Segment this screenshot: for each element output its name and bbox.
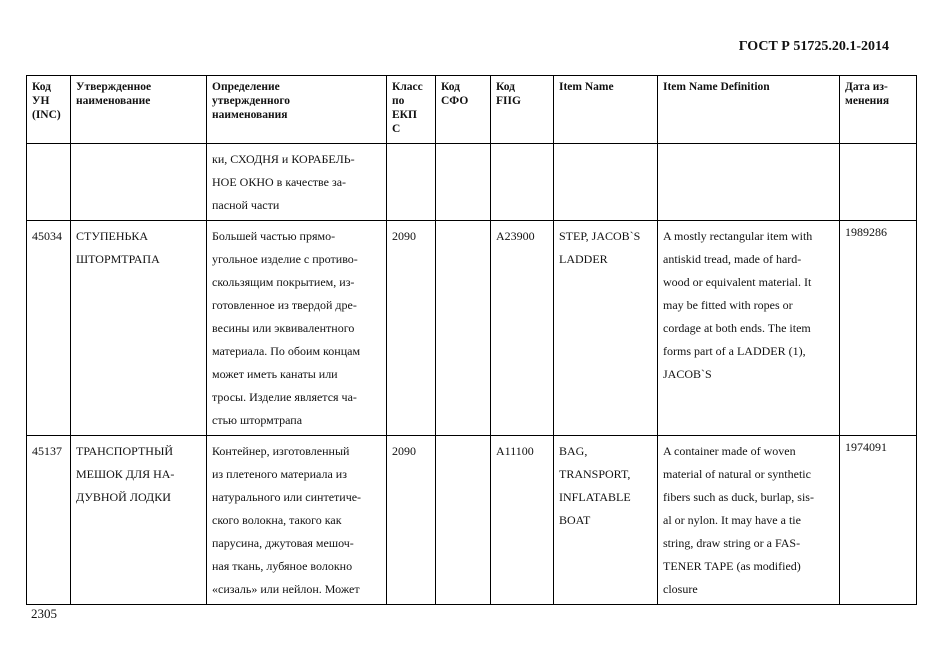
cell-item-name (554, 144, 658, 221)
cell-fiig: A11100 (491, 436, 554, 605)
cell-sfo (436, 144, 491, 221)
col-header-approved-name: Утвержденное наименование (71, 76, 207, 144)
cell-fiig: A23900 (491, 221, 554, 436)
cell-definition: ки, СХОДНЯ и КОРАБЕЛЬ- НОЕ ОКНО в качестве за- пасной части (207, 144, 387, 221)
table-row (27, 221, 917, 436)
col-header-definition: Определение утвержденного наименования (207, 76, 387, 144)
cell-change-date (840, 144, 917, 221)
col-header-change-date: Дата из- менения (840, 76, 917, 144)
cell-item-definition: A mostly rectangular item with antiskid tread, made of hard- wood or equivalent material. It may be fitted with ropes or cordage at both ends. The item forms part of a LADDER (1), JACOB`S (658, 221, 840, 436)
col-header-item-name: Item Name (554, 76, 658, 144)
cell-approved-name: СТУПЕНЬКА ШТОРМТРАПА (71, 221, 207, 436)
cell-definition: Большей частью прямо- угольное изделие с противо- скользящим покрытием, из- готовленное из твердой дре- весины или эквивалентного материала. По обоим концам может иметь канаты или тросы. Изделие является ча- стью штормтрапа (207, 221, 387, 436)
document-code: ГОСТ Р 51725.20.1-2014 (738, 39, 889, 54)
col-header-class: Класс по ЕКП С (387, 76, 436, 144)
cell-approved-name: ТРАНСПОРТНЫЙ МЕШОК ДЛЯ НА- ДУВНОЙ ЛОДКИ (71, 436, 207, 605)
cell-inc: 45034 (27, 221, 71, 436)
cell-item-definition (658, 144, 840, 221)
cell-sfo (436, 436, 491, 605)
cell-approved-name (71, 144, 207, 221)
table-row (27, 436, 917, 605)
cell-change-date: 1974091 (840, 436, 917, 605)
table-row (27, 144, 917, 221)
cell-class: 2090 (387, 221, 436, 436)
cell-definition: Контейнер, изготовленный из плетеного материала из натурального или синтетиче- ского волокна, такого как парусина, джутовая мешоч- ная ткань, лубяное волокно «сизаль» или нейлон. Может (207, 436, 387, 605)
cell-inc: 45137 (27, 436, 71, 605)
cell-class (387, 144, 436, 221)
cell-item-definition: A container made of woven material of natural or synthetic fibers such as duck, burlap, sis- al or nylon. It may have a tie string, draw string or a FAS- TENER TAPE (as modified) closure (658, 436, 840, 605)
cell-class: 2090 (387, 436, 436, 605)
cell-inc (27, 144, 71, 221)
col-header-inc: Код УН (INC) (27, 76, 71, 144)
cell-change-date: 1989286 (840, 221, 917, 436)
cell-sfo (436, 221, 491, 436)
col-header-item-definition: Item Name Definition (658, 76, 840, 144)
table-header-row (27, 76, 917, 144)
col-header-fiig: Код FIIG (491, 76, 554, 144)
cell-fiig (491, 144, 554, 221)
col-header-sfo: Код СФО (436, 76, 491, 144)
page-number: 2305 (31, 606, 57, 621)
catalog-table (26, 75, 917, 605)
cell-item-name: STEP, JACOB`S LADDER (554, 221, 658, 436)
cell-item-name: BAG, TRANSPORT, INFLATABLE BOAT (554, 436, 658, 605)
